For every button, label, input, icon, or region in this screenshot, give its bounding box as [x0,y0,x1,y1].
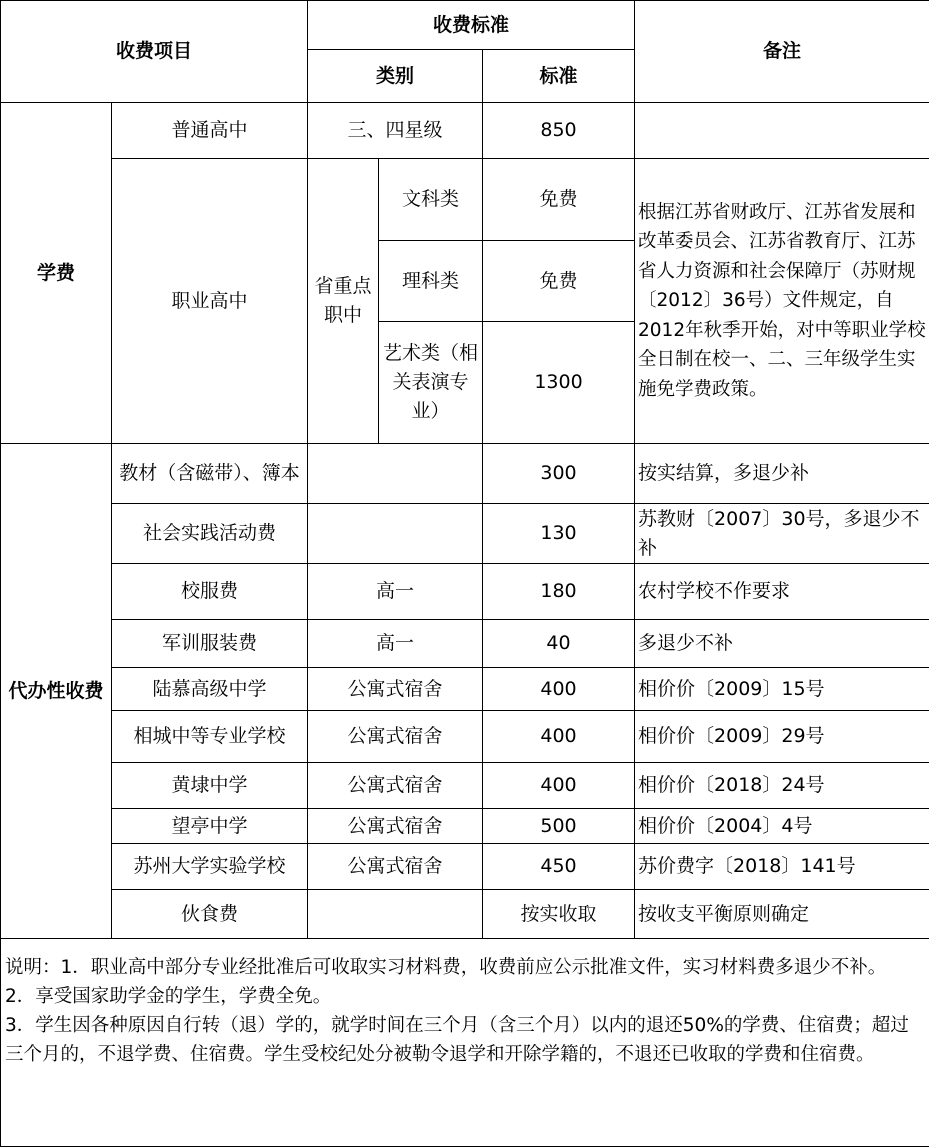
agency-amount: 40 [483,620,635,668]
agency-remark: 相价价〔2018〕24号 [635,763,929,809]
agency-item: 望亭中学 [112,809,308,844]
agency-amount: 300 [483,444,635,504]
regular-remark [635,103,929,159]
agency-remark: 苏价费字〔2018〕141号 [635,844,929,890]
agency-item: 相城中等专业学校 [112,711,308,763]
agency-remark: 相价价〔2009〕15号 [635,668,929,711]
agency-remark: 相价价〔2009〕29号 [635,711,929,763]
agency-item: 黄埭中学 [112,763,308,809]
vocational-category: 文科类 [379,159,483,241]
agency-category: 公寓式宿舍 [308,844,483,890]
agency-item: 社会实践活动费 [112,504,308,564]
tuition-label: 学费 [1,103,112,444]
agency-category: 高一 [308,620,483,668]
header-category: 类别 [308,50,483,103]
regular-category: 三、四星级 [308,103,483,159]
agency-amount: 400 [483,711,635,763]
vocational-level: 省重点职中 [308,159,379,444]
regular-name: 普通高中 [112,103,308,159]
agency-item: 校服费 [112,564,308,620]
vocational-remark: 根据江苏省财政厅、江苏省发展和改革委员会、江苏省教育厅、江苏省人力资源和社会保障厅（苏财规〔2012〕36号）文件规定，自2012年秋季开始，对中等职业学校全日制在校一、二、三年级学生实施免学费政策。 [635,159,929,444]
note-3: 3．学生因各种原因自行转（退）学的，就学时间在三个月（含三个月）以内的退还50%的学费、住宿费；超过三个月的，不退学费、住宿费。学生受校纪处分被勒令退学和开除学籍的，不退还已收取的学费和住宿费。 [5,1015,909,1065]
agency-amount: 400 [483,668,635,711]
agency-item: 陆慕高级中学 [112,668,308,711]
notes [1,939,929,1147]
agency-amount: 按实收取 [483,890,635,939]
agency-category: 公寓式宿舍 [308,668,483,711]
agency-remark: 相价价〔2004〕4号 [635,809,929,844]
agency-amount: 450 [483,844,635,890]
agency-remark: 苏教财〔2007〕30号，多退少不补 [635,504,929,564]
agency-amount: 130 [483,504,635,564]
header-remark: 备注 [635,1,929,103]
agency-category: 高一 [308,564,483,620]
vocational-amount: 1300 [483,322,635,444]
agency-category [308,504,483,564]
header-amount: 标准 [483,50,635,103]
agency-item: 伙食费 [112,890,308,939]
vocational-amount: 免费 [483,159,635,241]
agency-amount: 180 [483,564,635,620]
vocational-name: 职业高中 [112,159,308,444]
agency-item: 军训服装费 [112,620,308,668]
header-item: 收费项目 [1,1,308,103]
agency-remark: 按收支平衡原则确定 [635,890,929,939]
header-standard: 收费标准 [308,1,635,50]
agency-category: 公寓式宿舍 [308,809,483,844]
regular-amount: 850 [483,103,635,159]
agency-item: 教材（含磁带）、簿本 [112,444,308,504]
note-2: 2．享受国家助学金的学生，学费全免。 [5,986,332,1007]
agency-remark: 按实结算，多退少补 [635,444,929,504]
agency-amount: 400 [483,763,635,809]
vocational-category: 艺术类（相关表演专业） [379,322,483,444]
agency-category [308,444,483,504]
agency-amount: 500 [483,809,635,844]
agency-label: 代办性收费 [1,444,112,939]
agency-category [308,890,483,939]
note-1: 说明：1．职业高中部分专业经批准后可收取实习材料费，收费前应公示批准文件，实习材料费多退少不补。 [5,957,887,978]
agency-remark: 多退少不补 [635,620,929,668]
agency-remark: 农村学校不作要求 [635,564,929,620]
agency-category: 公寓式宿舍 [308,711,483,763]
agency-category: 公寓式宿舍 [308,763,483,809]
vocational-category: 理科类 [379,241,483,322]
agency-item: 苏州大学实验学校 [112,844,308,890]
vocational-amount: 免费 [483,241,635,322]
